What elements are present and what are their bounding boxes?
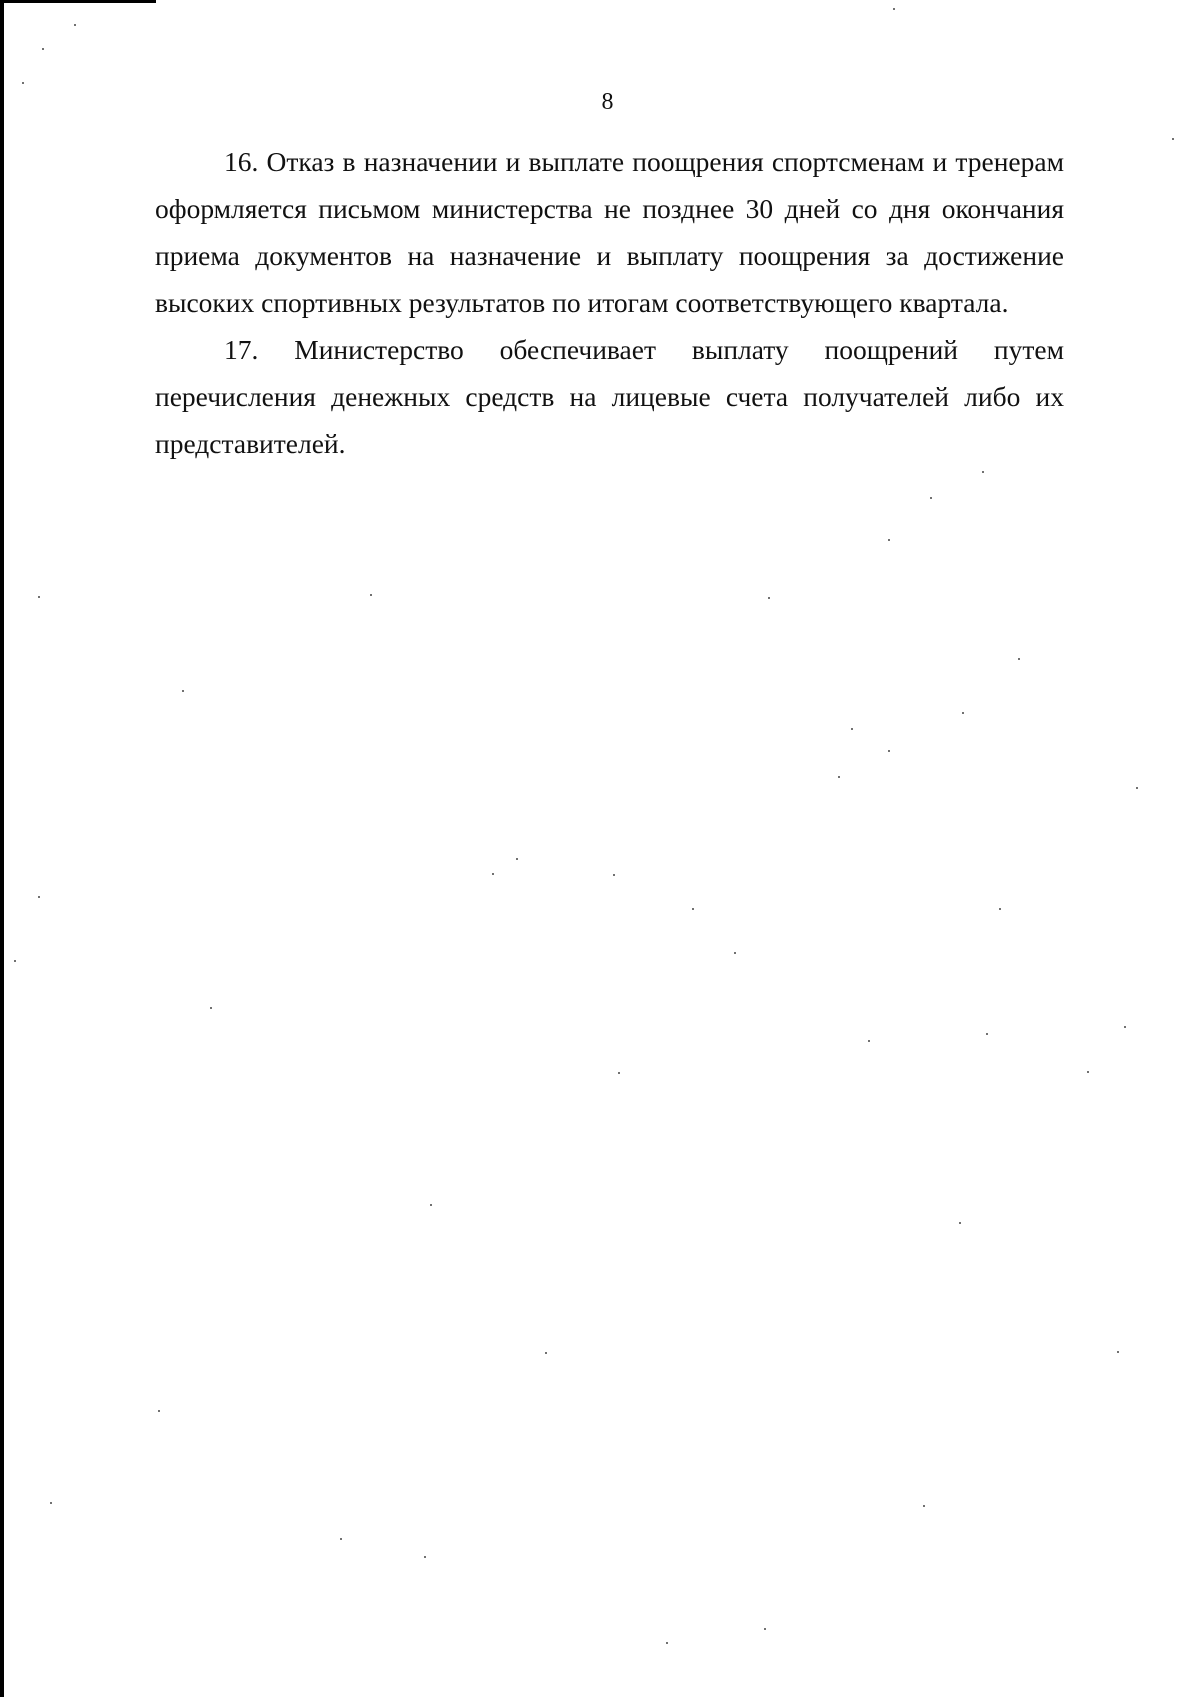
scan-speck (1124, 1026, 1126, 1028)
scan-speck (986, 1033, 988, 1035)
scan-speck (930, 497, 932, 499)
scan-speck (1117, 1351, 1119, 1353)
scan-speck (768, 597, 770, 599)
scan-speck (492, 873, 494, 875)
scan-speck (158, 1410, 160, 1412)
scan-speck (618, 1072, 620, 1074)
scan-speck (42, 48, 44, 50)
scan-speck (868, 1040, 870, 1042)
scan-speck (851, 728, 853, 730)
page-number: 8 (601, 89, 614, 115)
scan-speck (545, 1352, 547, 1354)
document-body (155, 138, 1064, 467)
scan-speck (1018, 658, 1020, 660)
scan-speck (764, 1628, 766, 1630)
scan-speck (888, 750, 890, 752)
scan-speck (666, 1642, 668, 1644)
paragraph-17: 17. Министерство обеспечивает выплату поощрений путем перечисления денежных средств на лицевые счета получателей либо их представителей. (155, 334, 1064, 459)
scan-speck (692, 908, 694, 910)
scan-speck (516, 858, 518, 860)
scan-speck (999, 908, 1001, 910)
scan-speck (430, 1204, 432, 1206)
scan-speck (613, 874, 615, 876)
scan-speck (38, 896, 40, 898)
scan-speck (424, 1556, 426, 1558)
scan-speck (893, 8, 895, 10)
scan-speck (370, 594, 372, 596)
scan-left-border (0, 0, 4, 1697)
scan-speck (182, 690, 184, 692)
scan-speck (923, 1505, 925, 1507)
scan-speck (1172, 138, 1174, 140)
scan-speck (888, 539, 890, 541)
scan-speck (982, 471, 984, 473)
scan-speck (14, 960, 16, 962)
scan-speck (1136, 787, 1138, 789)
scan-speck (340, 1538, 342, 1540)
paragraph-16: 16. Отказ в назначении и выплате поощрения спортсменам и тренерам оформляется письмом министерства не позднее 30 дней со дня окончания приема документов на назначение и выплату поощрения за достижение высоких спортивных результатов по итогам соответствующего квартала. (155, 146, 1064, 318)
scan-speck (74, 24, 76, 26)
scan-speck (210, 1007, 212, 1009)
scan-speck (962, 712, 964, 714)
scan-speck (38, 596, 40, 598)
scan-speck (734, 952, 736, 954)
scan-speck (959, 1222, 961, 1224)
scan-speck (1087, 1071, 1089, 1073)
scan-top-border (0, 0, 156, 3)
scan-speck (838, 776, 840, 778)
scan-speck (22, 82, 24, 84)
scan-speck (50, 1502, 52, 1504)
